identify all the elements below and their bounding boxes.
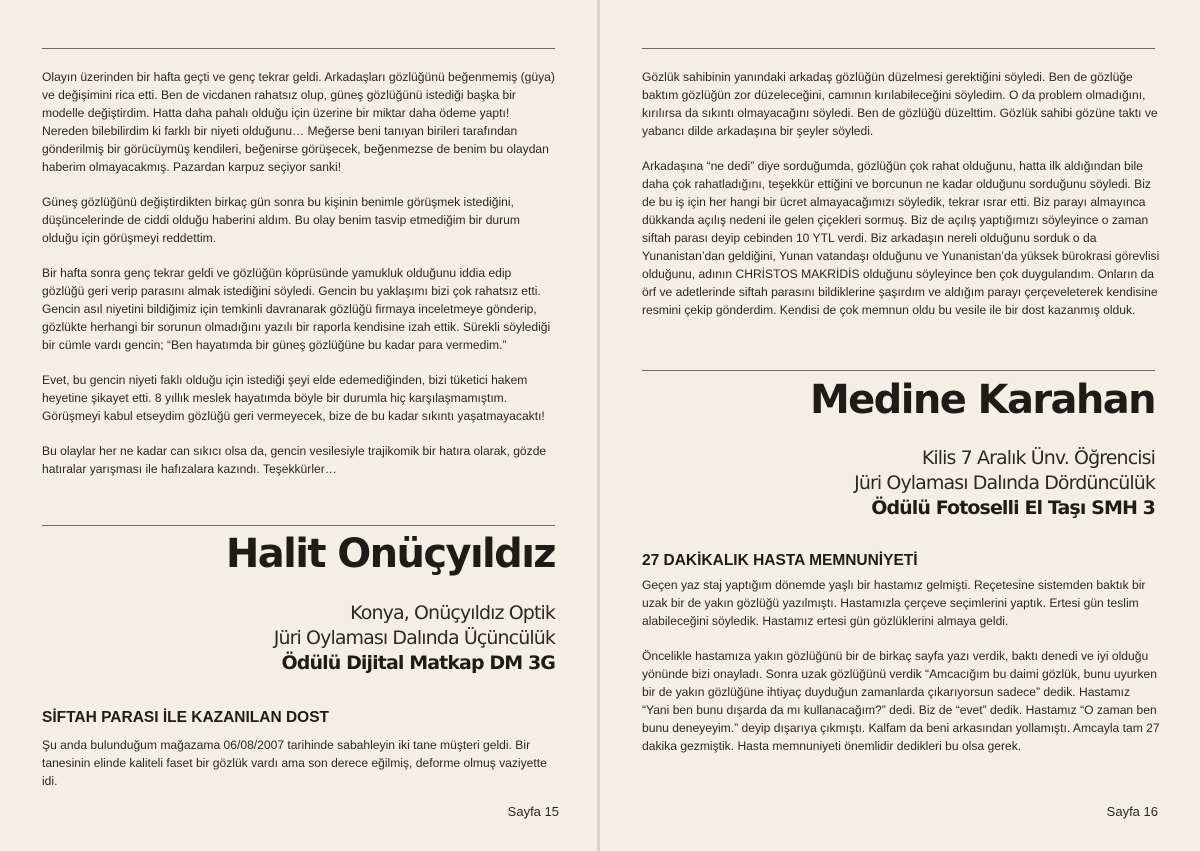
author-award: Ödülü Dijital Matkap DM 3G xyxy=(281,652,555,674)
page-number: Sayfa 16 xyxy=(1106,804,1158,819)
top-divider xyxy=(642,48,1155,49)
author-name: Halit Onüçyıldız xyxy=(225,531,555,577)
story-title: SİFTAH PARASI İLE KAZANILAN DOST xyxy=(42,709,330,726)
paragraph: Evet, bu gencin niyeti faklı olduğu için istediği şeyi elde edemediğinden, bizi tüketici hakem heyetine şikayet etti. 8 yıllık meslek hayatımda böyle bir durumla hiç karşılaşmamıştım. Görüşmeyi kabul etseydim gözlüğü geri vermeyecek, bize de bu kadar sıkıntı yaşatmayacaktı! xyxy=(42,373,545,423)
author-meta xyxy=(854,446,1155,521)
paragraph: Arkadaşına “ne dedi” diye sorduğumda, gözlüğün çok rahat olduğunu, hatta ilk aldığından bile daha çok rahatladığını, teşekkür ettiğini ve borcunun ne kadar olduğunu sorduğunu söyledi. Biz de bu iş için her hangi bir ücret almayacağımızı söyledik, tekrar ısrar etti. Biz parayı almayınca dükkanda açılış nedeni ile gelen çiçekleri sormuş. Biz de açılış yaptığımızı söyleyince o zaman siftah parası deyip cebinden 10 YTL verdi. Biz arkadaşın nereli olduğunu sorduk o da Yunanistan’dan geldiğini, Yunan vatandaşı olduğunu ve Yunanistan’da yüksek bürokrasi görevlisi olduğunu, adının CHRİSTOS MAKRİDİS olduğunu söyleyince ben çok duygulandım. Onların da örf ve adetlerinde siftah parasını bildiklerine şaşırdım ve aldığım parayı çerçeveleterek kendisine resmini çekip gönderdim. Kendisi de çok memnun oldu bu vesile ile bir dost kazanmış olduk. xyxy=(642,159,1160,317)
paragraph: Geçen yaz staj yaptığım dönemde yaşlı bir hastamız gelmişti. Reçetesine sistemden baktık bir uzak bir de yakın gözlüğü yazılmıştı. Hastamızla çerçeve seçimlerini yaptık. Ertesi gün teslim alabileceğini söyledik. Hastamız ertesi gün gözlüklerini almaya geldi. xyxy=(642,578,1146,628)
paragraph: Güneş gözlüğünü değiştirdikten birkaç gün sonra bu kişinin benimle görüşmek istediğini, düşüncelerinde de ciddi olduğu haberini aldım. Bu olay benim tasvip etmediğim bir durum olduğu için görüşmeyi reddettim. xyxy=(42,195,520,245)
page-number: Sayfa 15 xyxy=(507,804,559,819)
intro-text xyxy=(642,68,1160,336)
paragraph: Olayın üzerinden bir hafta geçti ve genç tekrar geldi. Arkadaşları gözlüğünü beğenmemiş (güya) ve değişimini rica etti. Ben de vicdanen rahatsız olup, güneş gözlüğünü istediği başka bir modelle değiştirdim. Hatta daha pahalı olduğu için üzerine bir miktar daha ödeme yaptı! Nereden bilebilirdim ki farklı bir niyeti olduğunu… Meğerse beni tanıyan birileri tarafından gönderilmiş bir görücüymüş kendileri, beğenirse görüşecek, beğenmezse de benim bu olaydan haberim olmayacakmış. Pazardan karpuz seçiyor sanki! xyxy=(42,70,555,174)
author-name: Medine Karahan xyxy=(809,377,1155,423)
paragraph: Gözlük sahibinin yanındaki arkadaş gözlüğün düzelmesi gerektiğini söyledi. Ben de gözlüğe baktım gözlüğün zor düzeleceğini, camının kırılabileceğini söyledim. O da problem olmadığını, kırılırsa da sıkıntı olmayacağını söyledi. Ben de gözlüğü düzelttim. Gözlük sahibi gözüne taktı ve yabancı dilde arkadaşına bir şeyler söyledi. xyxy=(642,70,1158,138)
left-page xyxy=(0,0,597,851)
author-rank: Jüri Oylaması Dalında Üçüncülük xyxy=(273,627,555,649)
paragraph: Öncelikle hastamıza yakın gözlüğünü bir de birkaç sayfa yazı verdik, baktı denedi ve iyi olduğu yönünde bizi onayladı. Sonra uzak gözlüğünü verdik “Amcacığım bu daimi gözlük, bunu uyurken bir de yakın gözlüğüne ihtiyaç duyduğun zamanlarda çıkarıyorsun sadece” dedik. Hastamız “Yani ben bunu dışarda da mı kullanacağım?” dedi. Biz de “evet” dedik. Hastamız “O zaman ben bunu deneyeyim.” deyip dışarıya çıkmıştı. Kalfam da beni arkasından yollamıştı. Amcayla tam 27 dakika gezmiştik. Hasta memnuniyeti önemlidir dedikleri bu olsa gerek. xyxy=(642,649,1160,753)
story-text xyxy=(642,576,1160,772)
author-divider xyxy=(642,370,1155,371)
story-text xyxy=(42,736,555,807)
author-award: Ödülü Fotoselli El Taşı SMH 3 xyxy=(871,497,1155,519)
author-location: Konya, Onüçyıldız Optik xyxy=(350,602,555,624)
right-page xyxy=(600,0,1200,851)
author-meta xyxy=(274,601,555,676)
paragraph: Şu anda bulunduğum mağazama 06/08/2007 tarihinde sabahleyin iki tane müşteri geldi. Bir tanesinin elinde kaliteli faset bir gözlük vardı ama son derece eğilmiş, deforme olmuş vaziyette idi. xyxy=(42,738,547,788)
top-divider xyxy=(42,48,555,49)
paragraph: Bu olaylar her ne kadar can sıkıcı olsa da, gencin vesilesiyle trajikomik bir hatıra olarak, gözde hatıralar yarışması ile hafızalara kazındı. Teşekkürler… xyxy=(42,444,547,476)
paragraph: Bir hafta sonra genç tekrar geldi ve gözlüğün köprüsünde yamukluk olduğunu iddia edip gözlüğü geri verip parasını almak istediğini söyledi. Gencin bu yaklaşımı bizi çok rahatsız etti. Gencin asıl niyetini bildiğimiz için temkinli davranarak gözlüğü firmaya inceletmeye gönderip, gözlükte herhangi bir sorunun olmadığını yazılı bir raporla kendisine izah ettik. Sürekli söylediği bir cümle vardı gencin; “Ben hayatımda bir güneş gözlüğüne bu kadar para vermedim.” xyxy=(42,266,551,352)
author-divider xyxy=(42,525,555,526)
author-location: Kilis 7 Aralık Ünv. Öğrencisi xyxy=(921,447,1155,469)
story-title: 27 DAKİKALIK HASTA MEMNUNİYETİ xyxy=(642,552,918,569)
intro-text xyxy=(42,68,555,495)
author-rank: Jüri Oylaması Dalında Dördüncülük xyxy=(854,472,1155,494)
